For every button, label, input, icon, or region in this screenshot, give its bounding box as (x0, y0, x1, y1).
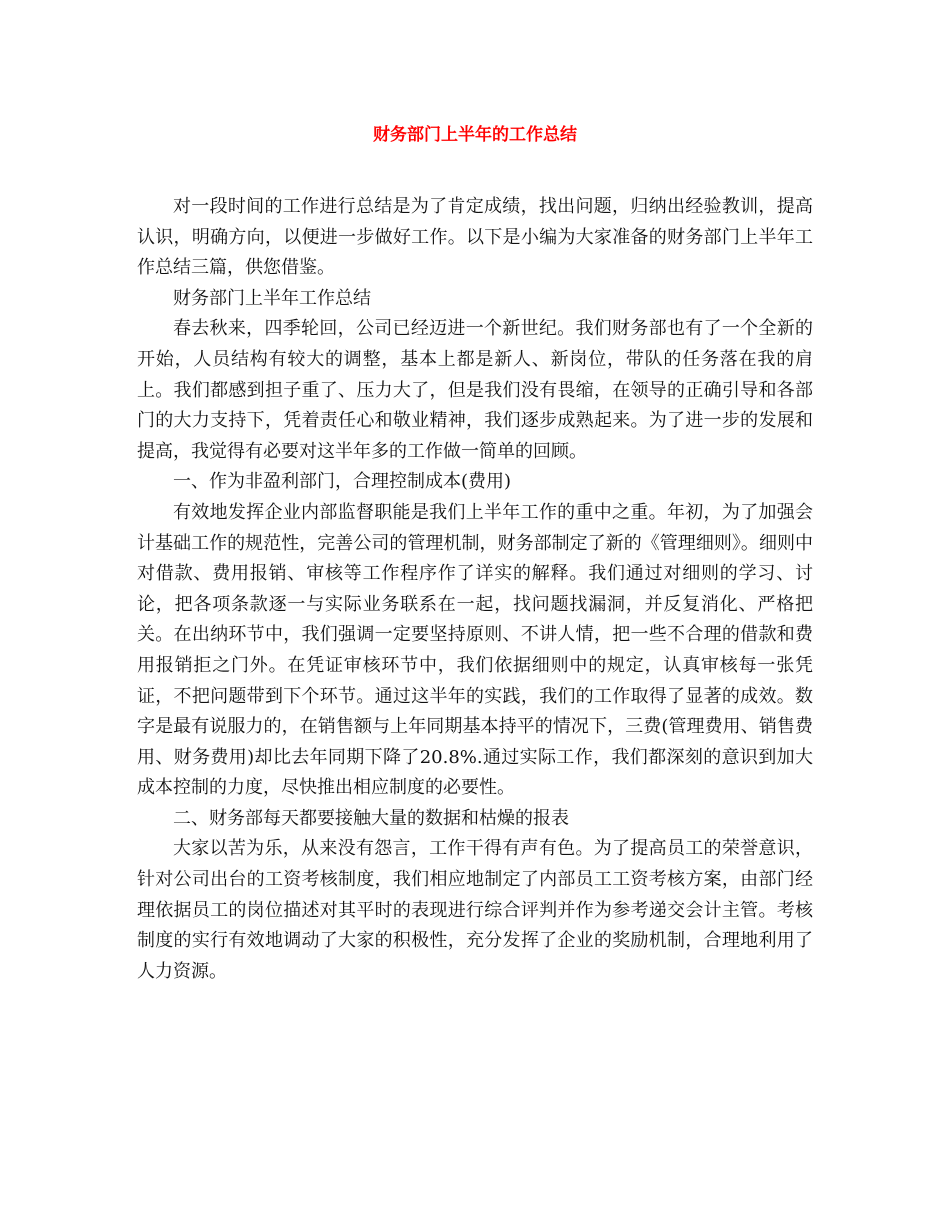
document-title: 财务部门上半年的工作总结 (373, 125, 577, 145)
section-heading: 财务部门上半年工作总结 (173, 287, 371, 309)
body-paragraph: 有效地发挥企业内部监督职能是我们上半年工作的重中之重。年初，为了加强会计基础工作的规范性，完善公司的管理机制，财务部制定了新的《管理细则》。细则中对借款、费用报销、审核等工作程序作了详实的解释。我们通过对细则的学习、讨论，把各项条款逐一与实际业务联系在一起，找问题找漏洞，并反复消化、严格把关。在出纳环节中，我们强调一定要坚持原则、不讲人情，把一些不合理的借款和费用报销拒之门外。在凭证审核环节中，我们依据细则中的规定，认真审核每一张凭证，不把问题带到下个环节。通过这半年的实践，我们的工作取得了显著的成效。数字是最有说服力的，在销售额与上年同期基本持平的情况下，三费(管理费用、销售费用、财务费用)却比去年同期下降了20.8%.通过实际工作，我们都深刻的意识到加大成本控制的力度，尽快推出相应制度的必要性。 (137, 501, 813, 799)
document-body (137, 192, 813, 987)
intro-paragraph: 对一段时间的工作进行总结是为了肯定成绩，找出问题，归纳出经验教训，提高认识，明确方向，以便进一步做好工作。以下是小编为大家准备的财务部门上半年工作总结三篇，供您借鉴。 (137, 196, 813, 279)
body-paragraph: 春去秋来，四季轮回，公司已经迈进一个新世纪。我们财务部也有了一个全新的开始，人员结构有较大的调整，基本上都是新人、新岗位，带队的任务落在我的肩上。我们都感到担子重了、压力大了，但是我们没有畏缩，在领导的正确引导和各部门的大力支持下，凭着责任心和敬业精神，我们逐步成熟起来。为了进一步的发展和提高，我觉得有必要对这半年多的工作做一简单的回顾。 (137, 318, 813, 462)
subsection-heading-2: 二、财务部每天都要接触大量的数据和枯燥的报表 (173, 807, 569, 829)
subsection-heading-1: 一、作为非盈利部门，合理控制成本(费用) (173, 471, 512, 493)
body-paragraph: 大家以苦为乐，从来没有怨言，工作干得有声有色。为了提高员工的荣誉意识，针对公司出台的工资考核制度，我们相应地制定了内部员工工资考核方案，由部门经理依据员工的岗位描述对其平时的表现进行综合评判并作为参考递交会计主管。考核制度的实行有效地调动了大家的积极性，充分发挥了企业的奖励机制，合理地利用了人力资源。 (137, 838, 813, 982)
